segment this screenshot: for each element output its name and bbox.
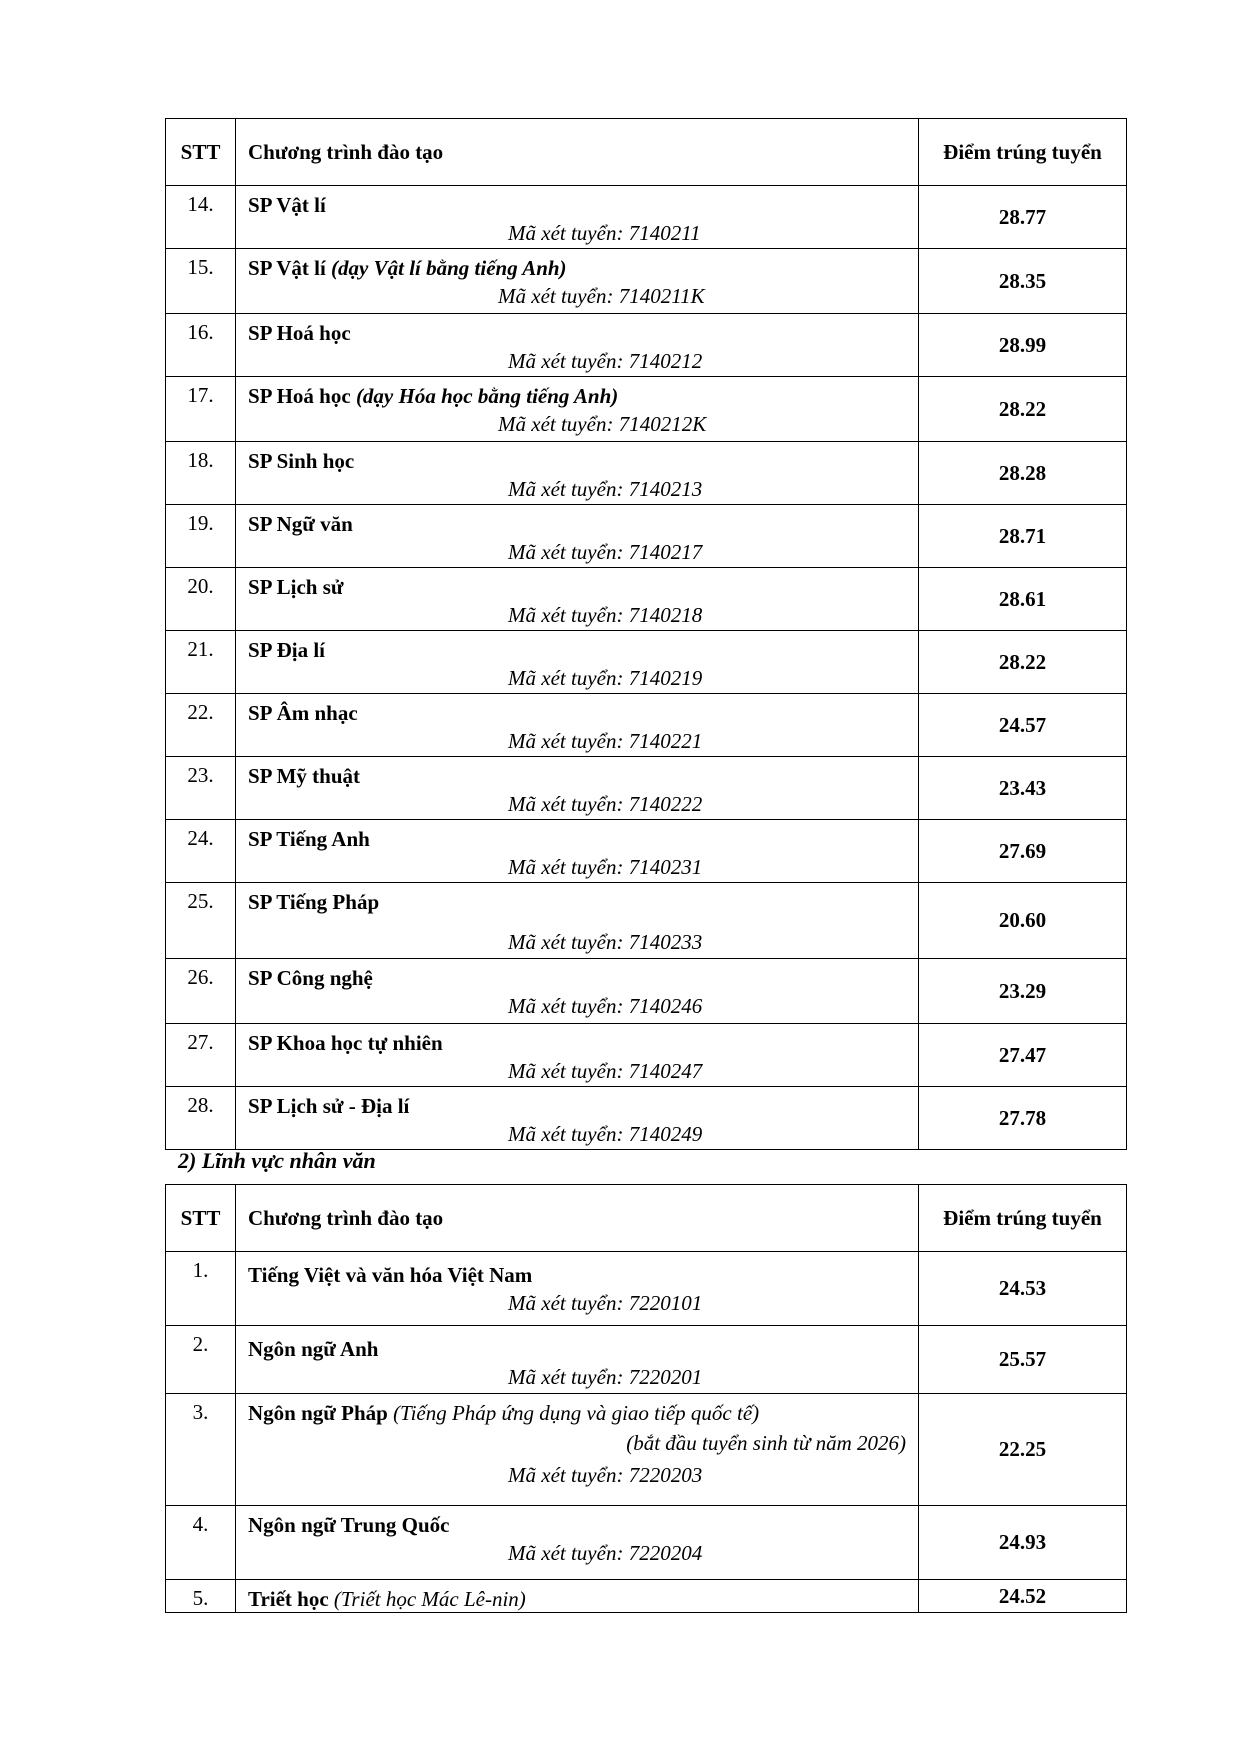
row-program: [236, 377, 919, 442]
row-program: [236, 249, 919, 314]
header-stt: STT: [166, 1185, 236, 1252]
program-code: Mã xét tuyển: 7140212K: [498, 412, 707, 436]
row-score: 28.61: [919, 568, 1127, 631]
table-row: [166, 631, 1127, 694]
row-stt: 1.: [166, 1252, 236, 1326]
row-program: [236, 1580, 919, 1613]
table-row: [166, 314, 1127, 377]
program-name: [248, 637, 918, 663]
table-row: [166, 1580, 1127, 1613]
row-stt: 27.: [166, 1024, 236, 1087]
program-code: Mã xét tuyển: 7220203: [508, 1463, 703, 1487]
program-name-text: SP Công nghệ: [248, 966, 373, 990]
program-name-text: Ngôn ngữ Pháp: [248, 1401, 388, 1425]
program-code: Mã xét tuyển: 7220201: [508, 1365, 703, 1389]
table-row: [166, 377, 1127, 442]
row-program: [236, 959, 919, 1024]
row-program: [236, 1326, 919, 1394]
row-stt: 21.: [166, 631, 236, 694]
program-name: [248, 511, 918, 537]
program-name: [248, 763, 918, 789]
row-stt: 4.: [166, 1506, 236, 1580]
section-title: 2) Lĩnh vực nhân văn: [178, 1148, 376, 1173]
program-name-note: (dạy Hóa học bằng tiếng Anh): [355, 384, 619, 408]
row-stt: 16.: [166, 314, 236, 377]
program-name-text: SP Lịch sử: [248, 575, 344, 599]
program-name: [248, 965, 918, 991]
row-stt: 19.: [166, 505, 236, 568]
program-name: [248, 1336, 918, 1362]
program-name: [248, 1400, 918, 1426]
program-name: [248, 700, 918, 726]
program-code: Mã xét tuyển: 7140221: [508, 729, 703, 753]
row-program: [236, 883, 919, 959]
row-program: [236, 1394, 919, 1506]
row-program: [236, 694, 919, 757]
header-score: Điểm trúng tuyển: [919, 1185, 1127, 1252]
program-name-text: SP Tiếng Pháp: [248, 890, 380, 914]
row-score: 27.69: [919, 820, 1127, 883]
row-score: 28.71: [919, 505, 1127, 568]
admission-table-humanities: [165, 1184, 1127, 1613]
row-program: [236, 505, 919, 568]
row-score: 22.25: [919, 1394, 1127, 1506]
program-code: Mã xét tuyển: 7140233: [508, 930, 703, 954]
program-name: [248, 1093, 918, 1119]
table-row: [166, 1252, 1127, 1326]
program-code: Mã xét tuyển: 7140219: [508, 666, 703, 690]
program-name-text: SP Hoá học: [248, 384, 351, 408]
row-score: 28.22: [919, 377, 1127, 442]
table-row: [166, 1087, 1127, 1150]
row-score: 24.53: [919, 1252, 1127, 1326]
program-name-text: SP Hoá học: [248, 321, 351, 345]
program-code: Mã xét tuyển: 7140231: [508, 855, 703, 879]
admission-table-education: [165, 118, 1127, 1150]
row-stt: 3.: [166, 1394, 236, 1506]
program-name-text: Triết học: [248, 1587, 329, 1611]
program-name-note: (Tiếng Pháp ứng dụng và giao tiếp quốc tế): [393, 1401, 760, 1425]
row-stt: 28.: [166, 1087, 236, 1150]
program-name-text: Tiếng Việt và văn hóa Việt Nam: [248, 1263, 533, 1287]
row-program: [236, 186, 919, 249]
program-code: Mã xét tuyển: 7140246: [508, 994, 703, 1018]
row-program: [236, 820, 919, 883]
program-name-text: SP Sinh học: [248, 449, 355, 473]
table-row: [166, 959, 1127, 1024]
table-row: [166, 1506, 1127, 1580]
program-code: Mã xét tuyển: 7140249: [508, 1122, 703, 1146]
row-score: 20.60: [919, 883, 1127, 959]
row-program: [236, 757, 919, 820]
row-stt: 15.: [166, 249, 236, 314]
row-stt: 26.: [166, 959, 236, 1024]
table-row: [166, 442, 1127, 505]
table-row: [166, 1024, 1127, 1087]
row-program: [236, 442, 919, 505]
program-name-text: SP Mỹ thuật: [248, 764, 361, 788]
row-score: 28.22: [919, 631, 1127, 694]
row-stt: 22.: [166, 694, 236, 757]
program-code: Mã xét tuyển: 7140211K: [498, 284, 705, 308]
header-stt: STT: [166, 119, 236, 186]
program-code: Mã xét tuyển: 7140247: [508, 1059, 703, 1083]
row-stt: 18.: [166, 442, 236, 505]
row-score: 28.99: [919, 314, 1127, 377]
table-row: [166, 1394, 1127, 1506]
program-code: Mã xét tuyển: 7140218: [508, 603, 703, 627]
program-name-text: SP Địa lí: [248, 638, 326, 662]
row-program: [236, 1506, 919, 1580]
row-score: 27.47: [919, 1024, 1127, 1087]
table-row: [166, 186, 1127, 249]
row-stt: 17.: [166, 377, 236, 442]
table-row: [166, 505, 1127, 568]
table-header-row: [166, 119, 1127, 186]
program-name: [248, 1030, 918, 1056]
row-program: [236, 568, 919, 631]
row-stt: 2.: [166, 1326, 236, 1394]
row-program: [236, 1252, 919, 1326]
row-stt: 24.: [166, 820, 236, 883]
row-program: [236, 1087, 919, 1150]
row-score: 24.57: [919, 694, 1127, 757]
table-row: [166, 568, 1127, 631]
row-stt: 25.: [166, 883, 236, 959]
table-row: [166, 694, 1127, 757]
row-program: [236, 314, 919, 377]
header-program: Chương trình đào tạo: [236, 1185, 919, 1252]
row-score: 23.43: [919, 757, 1127, 820]
program-code: Mã xét tuyển: 7220204: [508, 1541, 703, 1565]
program-code: Mã xét tuyển: 7140217: [508, 540, 703, 564]
table-row: [166, 757, 1127, 820]
program-name-text: SP Vật lí: [248, 256, 326, 280]
program-extra-note: (bắt đầu tuyển sinh từ năm 2026): [626, 1431, 906, 1455]
header-score: Điểm trúng tuyển: [919, 119, 1127, 186]
row-stt: 20.: [166, 568, 236, 631]
program-name-note: (Triết học Mác Lê-nin): [333, 1587, 526, 1611]
program-name: [248, 1262, 918, 1288]
row-stt: 5.: [166, 1580, 236, 1613]
program-code: Mã xét tuyển: 7220101: [508, 1291, 703, 1315]
row-score: 28.35: [919, 249, 1127, 314]
program-name-note: (dạy Vật lí bằng tiếng Anh): [331, 256, 567, 280]
table-row: [166, 249, 1127, 314]
program-name-text: Ngôn ngữ Anh: [248, 1337, 379, 1361]
program-code: Mã xét tuyển: 7140211: [508, 221, 701, 245]
header-program: Chương trình đào tạo: [236, 119, 919, 186]
program-name: [248, 383, 918, 409]
program-name: [248, 448, 918, 474]
program-code: Mã xét tuyển: 7140213: [508, 477, 703, 501]
program-name: [248, 192, 918, 218]
program-name-text: SP Vật lí: [248, 193, 326, 217]
row-program: [236, 631, 919, 694]
program-name-text: Ngôn ngữ Trung Quốc: [248, 1513, 450, 1537]
row-score: 28.28: [919, 442, 1127, 505]
program-name: [248, 826, 918, 852]
program-code: Mã xét tuyển: 7140212: [508, 349, 703, 373]
row-program: [236, 1024, 919, 1087]
program-name: [248, 255, 918, 281]
program-name: [248, 574, 918, 600]
program-name-text: SP Âm nhạc: [248, 701, 358, 725]
table-row: [166, 1326, 1127, 1394]
program-name: [248, 1586, 918, 1612]
program-name-text: SP Tiếng Anh: [248, 827, 370, 851]
program-code: Mã xét tuyển: 7140222: [508, 792, 703, 816]
table-row: [166, 883, 1127, 959]
program-name-text: SP Lịch sử - Địa lí: [248, 1094, 410, 1118]
row-score: 28.77: [919, 186, 1127, 249]
row-stt: 23.: [166, 757, 236, 820]
row-score: 27.78: [919, 1087, 1127, 1150]
table-row: [166, 820, 1127, 883]
row-score: 23.29: [919, 959, 1127, 1024]
program-name-text: SP Khoa học tự nhiên: [248, 1031, 443, 1055]
program-name: [248, 1512, 918, 1538]
program-name: [248, 320, 918, 346]
row-stt: 14.: [166, 186, 236, 249]
program-name: [248, 889, 918, 915]
row-score: 25.57: [919, 1326, 1127, 1394]
row-score: 24.93: [919, 1506, 1127, 1580]
row-score: 24.52: [919, 1580, 1127, 1613]
program-name-text: SP Ngữ văn: [248, 512, 353, 536]
table-header-row: [166, 1185, 1127, 1252]
